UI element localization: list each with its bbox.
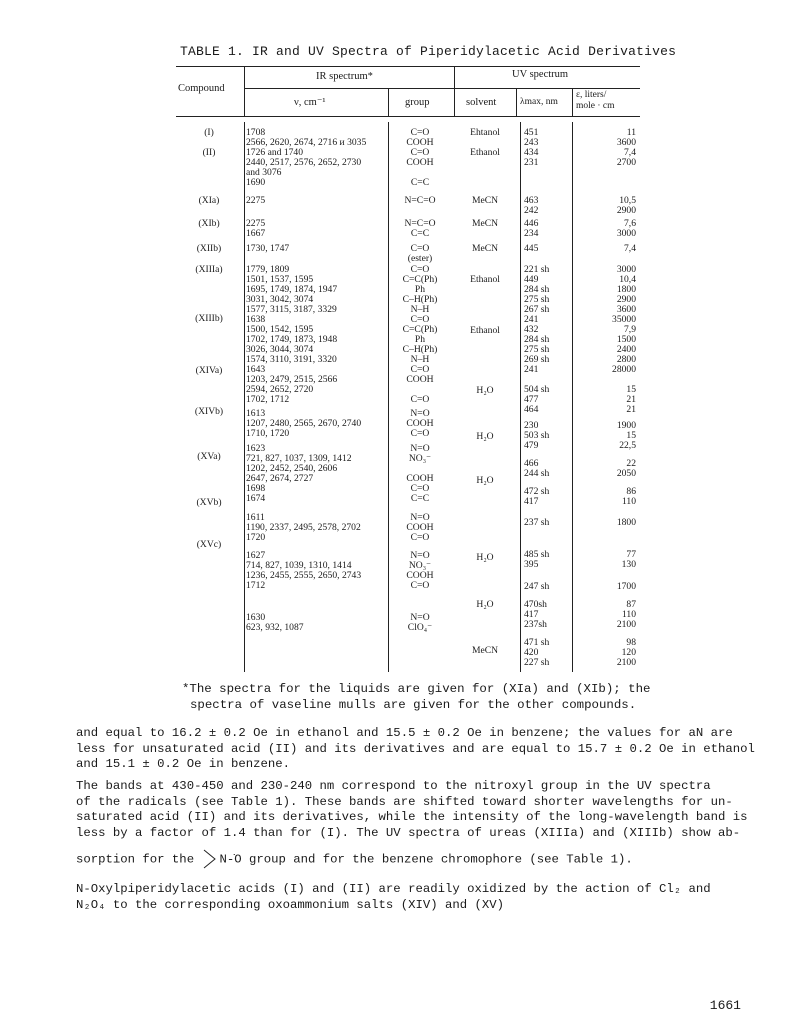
uv-solvent-cell: Ehtanol [470, 127, 500, 138]
uv-lambda-cell: 445 [524, 243, 539, 254]
uv-lambda-cell: 434 [524, 147, 539, 158]
header-ir-spectrum: IR spectrum* [316, 71, 373, 82]
paragraph-2-line-3: saturated acid (II) and its derivatives, while the intensity of the long-wavelength band is [76, 810, 748, 824]
uv-epsilon-cell: 1900 [616, 420, 636, 431]
uv-lambda-cell: 244 sh [524, 468, 550, 479]
body-paragraph-4 [76, 882, 746, 913]
uv-lambda-cell: 275 sh [524, 344, 550, 355]
ir-frequency-cell: 1577, 3115, 3187, 3329 [246, 304, 337, 315]
compound-label: (XVc) [196, 539, 222, 550]
compound-label: (XIVb) [194, 406, 224, 417]
ir-frequency-cell: 2594, 2652, 2720 [246, 384, 314, 395]
ir-frequency-cell: 1574, 3110, 3191, 3320 [246, 354, 337, 365]
uv-epsilon-cell: 2100 [616, 657, 636, 668]
header-epsilon-line2: mole · cm [576, 101, 615, 111]
uv-solvent-cell: Ethanol [470, 325, 500, 336]
uv-epsilon-cell: 1800 [616, 517, 636, 528]
uv-epsilon-cell: 7,4 [624, 147, 636, 158]
ir-group-cell: Ph [414, 284, 426, 295]
uv-epsilon-cell: 110 [621, 496, 636, 507]
ir-group-cell: C=O [410, 127, 430, 138]
uv-epsilon-cell: 1700 [616, 581, 636, 592]
ir-group-cell: COOH [406, 374, 434, 385]
table-rule-col-solvent [516, 88, 517, 116]
ir-frequency-cell: and 3076 [246, 167, 282, 178]
uv-epsilon-cell: 2700 [616, 157, 636, 168]
ir-group-cell: N=C=O [404, 218, 436, 229]
uv-epsilon-cell: 10,4 [619, 274, 636, 285]
uv-lambda-cell: 449 [524, 274, 539, 285]
uv-epsilon-cell: 2050 [616, 468, 636, 479]
compound-label: (XVa) [197, 451, 221, 462]
ir-group-cell: C=C(Ph) [402, 274, 438, 285]
table-rule-header-bottom [176, 116, 640, 117]
uv-lambda-cell: 503 sh [524, 430, 550, 441]
uv-epsilon-cell: 1800 [616, 284, 636, 295]
uv-lambda-cell: 432 [524, 324, 539, 335]
ir-group-cell: (ester) [407, 253, 433, 264]
ir-group-cell: N=O [410, 512, 430, 523]
compound-label: (XIIIa) [195, 264, 223, 275]
uv-lambda-cell: 230 [524, 420, 539, 431]
ir-frequency-cell: 3031, 3042, 3074 [246, 294, 314, 305]
table-rule-col1 [244, 66, 245, 116]
ir-frequency-cell: 1202, 2452, 2540, 2606 [246, 463, 338, 474]
uv-epsilon-cell: 1500 [616, 334, 636, 345]
table-title: TABLE 1. IR and UV Spectra of Piperidylacetic Acid Derivatives [180, 44, 677, 59]
paragraph-3-text-before: sorption for the [76, 852, 195, 867]
page-number: 1661 [709, 998, 741, 1013]
ir-group-cell: ClO₄⁻ [407, 622, 433, 633]
ir-group-cell: COOH [406, 570, 434, 581]
uv-lambda-cell: 485 sh [524, 549, 550, 560]
ir-frequency-cell: 714, 827, 1039, 1310, 1414 [246, 560, 352, 571]
uv-epsilon-cell: 22 [626, 458, 636, 469]
ir-frequency-cell: 1710, 1720 [246, 428, 290, 439]
ir-group-cell: N=O [410, 408, 430, 419]
ir-group-cell: COOH [406, 418, 434, 429]
uv-lambda-cell: 472 sh [524, 486, 550, 497]
uv-epsilon-cell: 21 [626, 404, 636, 415]
paragraph-3-text-after: N-̇O group and for the benzene chromophore (see Table 1). [219, 852, 633, 867]
ir-frequency-cell: 2440, 2517, 2576, 2652, 2730 [246, 157, 362, 168]
table-rule-top [176, 66, 640, 67]
ir-frequency-cell: 1730, 1747 [246, 243, 290, 254]
ir-group-cell: C–H(Ph) [402, 294, 438, 305]
header-frequency: ν, cm⁻¹ [294, 97, 326, 108]
uv-solvent-cell: MeCN [471, 195, 499, 206]
table-body-rule-freq [244, 122, 245, 672]
ir-group-cell: C=O [410, 264, 430, 275]
uv-epsilon-cell: 15 [626, 384, 636, 395]
ir-group-cell: N=O [410, 443, 430, 454]
ir-group-cell: N=C=O [404, 195, 436, 206]
uv-lambda-cell: 471 sh [524, 637, 550, 648]
spectra-table [176, 66, 640, 681]
uv-epsilon-cell: 110 [621, 609, 636, 620]
uv-solvent-cell: H₂O [476, 385, 494, 396]
uv-lambda-cell: 504 sh [524, 384, 550, 395]
ir-frequency-cell: 1623 [246, 443, 266, 454]
uv-lambda-cell: 420 [524, 647, 539, 658]
uv-epsilon-cell: 77 [626, 549, 636, 560]
uv-epsilon-cell: 2800 [616, 354, 636, 365]
uv-epsilon-cell: 2900 [616, 205, 636, 216]
uv-lambda-cell: 243 [524, 137, 539, 148]
ir-group-cell: N–H [410, 304, 430, 315]
ir-frequency-cell: 1643 [246, 364, 266, 375]
uv-lambda-cell: 479 [524, 440, 539, 451]
ir-frequency-cell: 1695, 1749, 1874, 1947 [246, 284, 338, 295]
ir-frequency-cell: 721, 827, 1037, 1309, 1412 [246, 453, 352, 464]
compound-label: (XIb) [198, 218, 220, 229]
paragraph-2-line-1: The bands at 430-450 and 230-240 nm correspond to the nitroxyl group in the UV spectra [76, 779, 711, 793]
ir-frequency-cell: 1708 [246, 127, 266, 138]
ir-frequency-cell: 1613 [246, 408, 266, 419]
header-solvent: solvent [466, 97, 497, 108]
paragraph-1-line-2: less for unsaturated acid (II) and its derivatives and are equal to 15.7 ± 0.2 Oe in ethanol [76, 741, 755, 756]
uv-epsilon-cell: 35000 [612, 314, 636, 325]
uv-epsilon-cell: 2900 [616, 294, 636, 305]
ir-group-cell: C=O [410, 580, 430, 591]
ir-frequency-cell: 1674 [246, 493, 266, 504]
uv-lambda-cell: 470sh [524, 599, 547, 610]
ir-group-cell: C=O [410, 532, 430, 543]
uv-lambda-cell: 417 [524, 609, 539, 620]
uv-epsilon-cell: 98 [626, 637, 636, 648]
ir-group-cell: COOH [406, 473, 434, 484]
ir-frequency-cell: 1698 [246, 483, 266, 494]
uv-epsilon-cell: 22,5 [619, 440, 636, 451]
ir-frequency-cell: 1207, 2480, 2565, 2670, 2740 [246, 418, 362, 429]
ir-frequency-cell: 1667 [246, 228, 266, 239]
uv-lambda-cell: 464 [524, 404, 539, 415]
uv-epsilon-cell: 2100 [616, 619, 636, 630]
ir-group-cell: C–H(Ph) [402, 344, 438, 355]
uv-lambda-cell: 241 [524, 314, 539, 325]
uv-lambda-cell: 231 [524, 157, 539, 168]
ir-frequency-cell: 1500, 1542, 1595 [246, 324, 314, 335]
ir-frequency-cell: 1690 [246, 177, 266, 188]
ir-group-cell: NO₃⁻ [408, 453, 432, 464]
uv-epsilon-cell: 3600 [616, 304, 636, 315]
paragraph-1-line-3: and 15.1 ± 0.2 Oe in benzene. [76, 757, 291, 771]
ir-frequency-cell: 2275 [246, 218, 266, 229]
ir-group-cell: N=O [410, 612, 430, 623]
body-paragraph-1 [76, 726, 755, 773]
body-paragraph-2 [76, 779, 746, 841]
uv-solvent-cell: Ethanol [470, 147, 500, 158]
uv-solvent-cell: Ethanol [470, 274, 500, 285]
uv-solvent-cell: H₂O [476, 475, 494, 486]
uv-lambda-cell: 221 sh [524, 264, 550, 275]
compound-label: (XIVa) [195, 365, 223, 376]
table-rule-col-group [388, 88, 389, 116]
uv-epsilon-cell: 10,5 [619, 195, 636, 206]
uv-solvent-cell: MeCN [471, 645, 499, 656]
uv-lambda-cell: 477 [524, 394, 539, 405]
uv-lambda-cell: 237 sh [524, 517, 550, 528]
ir-frequency-cell: 1712 [246, 580, 266, 591]
uv-lambda-cell: 417 [524, 496, 539, 507]
table-rule-col-eps [572, 88, 573, 116]
ir-frequency-cell: 1779, 1809 [246, 264, 290, 275]
uv-lambda-cell: 451 [524, 127, 539, 138]
ir-frequency-cell: 1702, 1749, 1873, 1948 [246, 334, 338, 345]
ir-frequency-cell: 623, 932, 1087 [246, 622, 304, 633]
ir-group-cell: C=O [410, 428, 430, 439]
ir-group-cell: C=O [410, 394, 430, 405]
ir-group-cell: COOH [406, 157, 434, 168]
uv-epsilon-cell: 87 [626, 599, 636, 610]
uv-epsilon-cell: 7,9 [624, 324, 636, 335]
ir-frequency-cell: 1726 and 1740 [246, 147, 304, 158]
uv-solvent-cell: MeCN [471, 243, 499, 254]
uv-epsilon-cell: 11 [626, 127, 636, 138]
uv-lambda-cell: 234 [524, 228, 539, 239]
ir-group-cell: C=C [410, 493, 430, 504]
body-paragraph-3 [76, 848, 746, 870]
footnote-line-1: *The spectra for the liquids are given for (XIa) and (XIb); the [182, 682, 651, 696]
ir-group-cell: C=O [410, 243, 430, 254]
ir-frequency-cell: 1611 [246, 512, 265, 523]
uv-epsilon-cell: 21 [626, 394, 636, 405]
footnote-line-2: spectra of vaseline mulls are given for the other compounds. [190, 698, 637, 712]
ir-group-cell: C=C [410, 177, 430, 188]
ir-frequency-cell: 1501, 1537, 1595 [246, 274, 314, 285]
paragraph-1-line-1: and equal to 16.2 ± 0.2 Oe in ethanol and 15.5 ± 0.2 Oe in benzene; the values for aN are [76, 726, 733, 740]
uv-epsilon-cell: 3000 [616, 228, 636, 239]
ir-group-cell: NO₃⁻ [408, 560, 432, 571]
ir-group-cell: C=O [410, 147, 430, 158]
uv-lambda-cell: 227 sh [524, 657, 550, 668]
ir-group-cell: Ph [414, 334, 426, 345]
uv-epsilon-cell: 15 [626, 430, 636, 441]
uv-epsilon-cell: 28000 [612, 364, 636, 375]
uv-lambda-cell: 237sh [524, 619, 547, 630]
header-group: group [405, 97, 430, 108]
compound-label: (I) [204, 127, 214, 138]
uv-solvent-cell: H₂O [476, 431, 494, 442]
ir-group-cell: N=O [410, 550, 430, 561]
ir-group-cell: C=O [410, 364, 430, 375]
ir-frequency-cell: 2647, 2674, 2727 [246, 473, 314, 484]
uv-lambda-cell: 395 [524, 559, 539, 570]
paragraph-4-line-1: N-Oxylpiperidylacetic acids (I) and (II) are readily oxidized by the action of Cl₂ and [76, 882, 711, 896]
header-epsilon-line1: ε, liters/ [576, 90, 607, 100]
table-body-rule-lambda [520, 122, 521, 672]
ir-frequency-cell: 3026, 3044, 3074 [246, 344, 314, 355]
uv-lambda-cell: 241 [524, 364, 539, 375]
paragraph-2-line-2: of the radicals (see Table 1). These bands are shifted toward shorter wavelengths for un- [76, 794, 733, 809]
uv-epsilon-cell: 2400 [616, 344, 636, 355]
compound-label: (XIa) [198, 195, 220, 206]
uv-epsilon-cell: 130 [621, 559, 636, 570]
compound-label: (XIIIb) [195, 313, 223, 324]
uv-epsilon-cell: 86 [626, 486, 636, 497]
uv-lambda-cell: 247 sh [524, 581, 550, 592]
compound-label: (XIIb) [196, 243, 222, 254]
paragraph-2-line-4: less by a factor of 1.4 than for (I). The UV spectra of ureas (XIIIa) and (XIIIb) show ab- [76, 825, 741, 840]
header-compound: Compound [178, 83, 225, 94]
uv-lambda-cell: 267 sh [524, 304, 550, 315]
ir-frequency-cell: 1236, 2455, 2555, 2650, 2743 [246, 570, 362, 581]
ir-frequency-cell: 2275 [246, 195, 266, 206]
uv-lambda-cell: 269 sh [524, 354, 550, 365]
ir-frequency-cell: 1627 [246, 550, 266, 561]
uv-lambda-cell: 284 sh [524, 334, 550, 345]
ir-frequency-cell: 1720 [246, 532, 266, 543]
uv-lambda-cell: 275 sh [524, 294, 550, 305]
ir-group-cell: COOH [406, 137, 434, 148]
table-footnote [182, 681, 650, 713]
uv-lambda-cell: 446 [524, 218, 539, 229]
ir-frequency-cell: 1630 [246, 612, 266, 623]
header-uv-spectrum: UV spectrum [512, 69, 569, 80]
ir-group-cell: C=C(Ph) [402, 324, 438, 335]
uv-solvent-cell: H₂O [476, 599, 494, 610]
table-rule-header-mid [244, 88, 640, 89]
ir-group-cell: N–H [410, 354, 430, 365]
uv-epsilon-cell: 7,4 [624, 243, 636, 254]
header-lambda-max: λmax, nm [520, 97, 558, 107]
uv-epsilon-cell: 3000 [616, 264, 636, 275]
ir-frequency-cell: 1190, 2337, 2495, 2578, 2702 [246, 522, 361, 533]
ir-group-cell: C=O [410, 314, 430, 325]
table-rule-col-ir-uv [454, 66, 455, 116]
ir-frequency-cell: 1638 [246, 314, 266, 325]
compound-label: (XVb) [196, 497, 222, 508]
uv-solvent-cell: MeCN [471, 218, 499, 229]
paragraph-4-line-2: N₂O₄ to the corresponding oxoammonium salts (XIV) and (XV) [76, 897, 505, 912]
uv-lambda-cell: 466 [524, 458, 539, 469]
ir-frequency-cell: 2566, 2620, 2674, 2716 и 3035 [246, 137, 367, 148]
ir-frequency-cell: 1203, 2479, 2515, 2566 [246, 374, 338, 385]
ir-group-cell: COOH [406, 522, 434, 533]
uv-solvent-cell: H₂O [476, 552, 494, 563]
compound-label: (II) [202, 147, 216, 158]
uv-lambda-cell: 463 [524, 195, 539, 206]
ir-group-cell: C=O [410, 483, 430, 494]
uv-epsilon-cell: 3600 [616, 137, 636, 148]
uv-lambda-cell: 284 sh [524, 284, 550, 295]
uv-epsilon-cell: 120 [621, 647, 636, 658]
nitroxyl-bracket-icon [201, 848, 219, 870]
ir-group-cell: C=C [410, 228, 430, 239]
uv-epsilon-cell: 7,6 [624, 218, 636, 229]
ir-frequency-cell: 1702, 1712 [246, 394, 290, 405]
uv-lambda-cell: 242 [524, 205, 539, 216]
